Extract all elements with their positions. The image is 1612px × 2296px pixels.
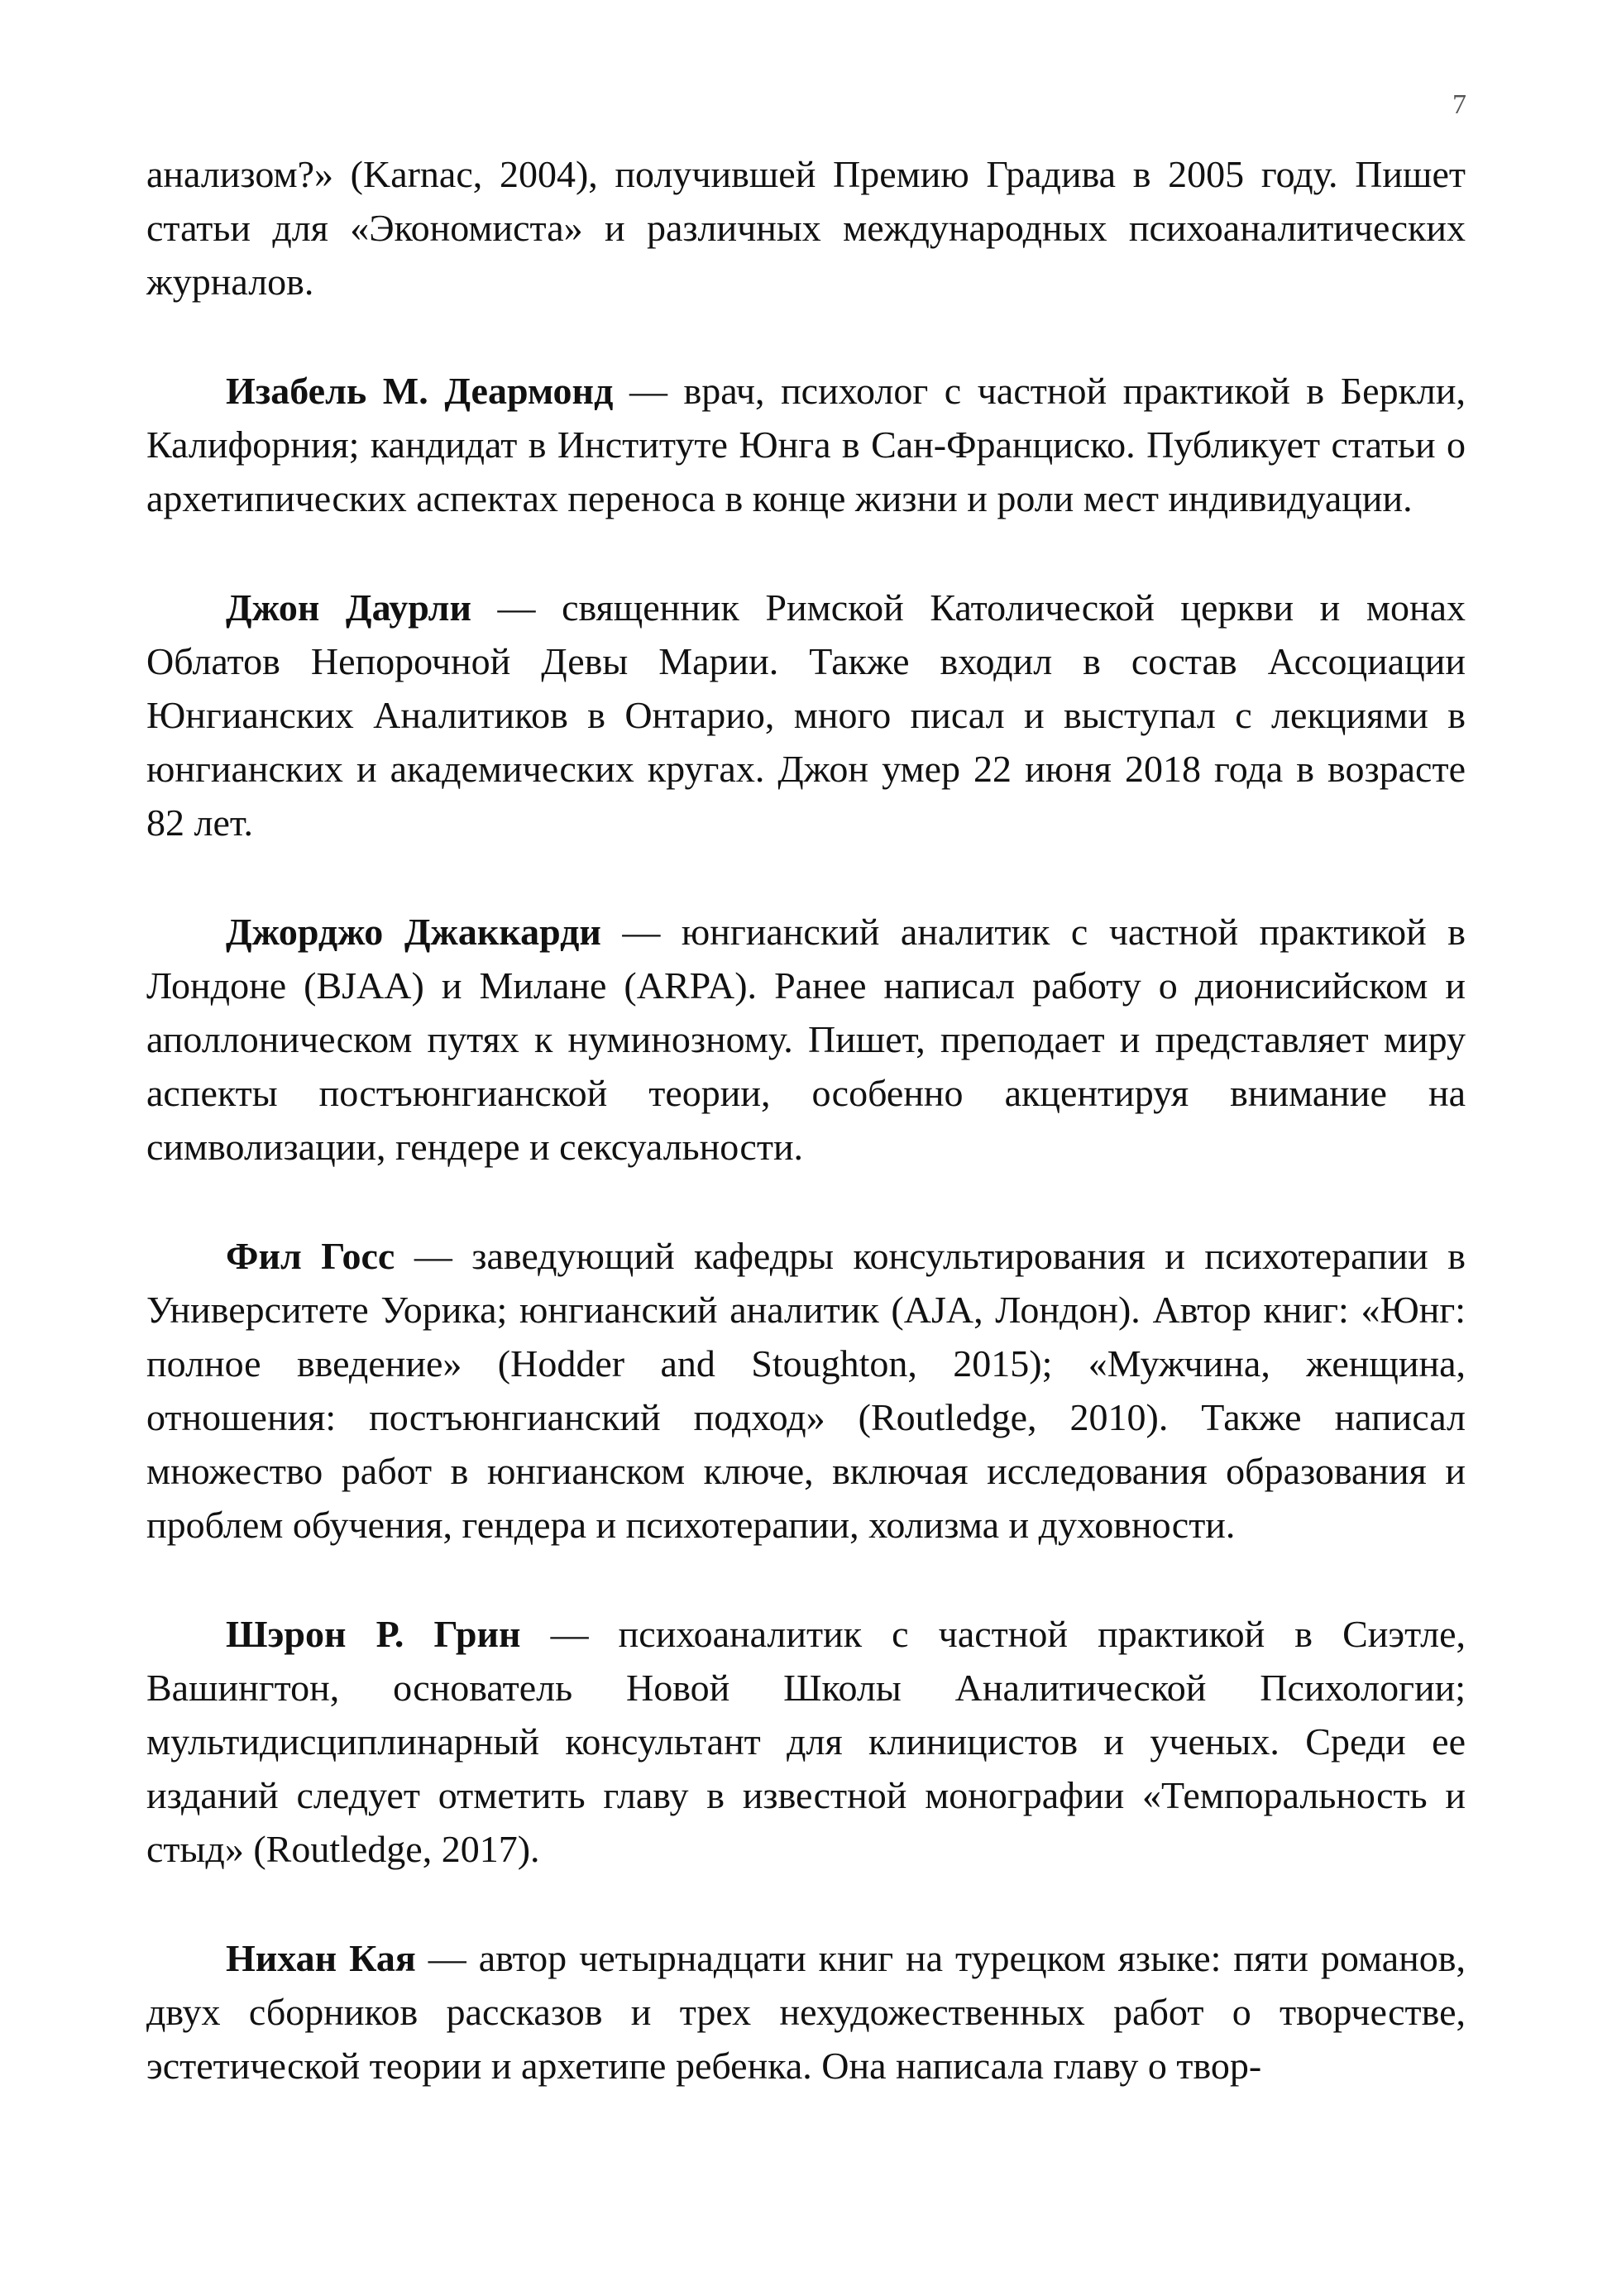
bio-paragraph <box>146 905 1466 1174</box>
author-name: Изабель М. Деармонд <box>226 370 614 412</box>
bio-text: — заведующий кафедры консультирования и психотерапии в Университете Уорика; юнгианский аналитик (AJA, Лондон). Автор книг: «Юнг: полное введение» (Hodder and Stoughton, 2015); «Мужчина, женщина, отношения: постъюнгианский подход» (Routledge, 2010). Также написал множество работ в юнгианском ключе, включая исследования образования и проблем обучения, гендера и психотерапии, холизма и духовности. <box>146 1235 1466 1546</box>
author-name: Джорджо Джаккарди <box>226 911 601 953</box>
continuation-paragraph: анализом?» (Karnac, 2004), получившей Премию Градива в 2005 году. Пишет статьи для «Экономиста» и различных международных психоаналитических журналов. <box>146 153 1466 303</box>
author-name: Шэрон Р. Грин <box>226 1613 521 1655</box>
bio-paragraph <box>146 364 1466 525</box>
bio-paragraph <box>146 1229 1466 1552</box>
bio-text: — врач, психолог с частной практикой в Беркли, Калифорния; кандидат в Институте Юнга в Сан-Франциско. Публикует статьи о архетипических аспектах переноса в конце жизни и роли мест индивидуации. <box>146 370 1466 519</box>
bio-paragraph <box>146 1607 1466 1876</box>
bio-paragraph <box>146 1931 1466 2093</box>
bio-paragraph <box>146 581 1466 849</box>
page-number: 7 <box>1452 89 1466 120</box>
author-name: Джон Даурли <box>226 586 471 629</box>
author-name: Фил Госс <box>226 1235 395 1277</box>
author-name: Нихан Кая <box>226 1937 416 1979</box>
bio-text: — автор четырнадцати книг на турецком языке: пяти романов, двух сборников рассказов и трех нехудожественных работ о творчестве, эстетической теории и архетипе ребенка. Она написала главу о твор- <box>146 1937 1466 2087</box>
bio-text: — юнгианский аналитик с частной практикой в Лондоне (BJAA) и Милане (ARPA). Ранее написал работу о дионисийском и аполлоническом путях к нуминозному. Пишет, преподает и представляет миру аспекты постъюнгианской теории, особенно акцентируя внимание на символизации, гендере и сексуальности. <box>146 911 1466 1168</box>
body-text <box>146 147 1466 2148</box>
bio-text: — священник Римской Католической церкви и монах Облатов Непорочной Девы Марии. Также входил в состав Ассоциации Юнгианских Аналитиков в Онтарио, много писал и выступал с лекциями в юнгианских и академических кругах. Джон умер 22 июня 2018 года в возрасте 82 лет. <box>146 586 1466 844</box>
bio-text: — психоаналитик с частной практикой в Сиэтле, Вашингтон, основатель Новой Школы Аналитической Психологии; мультидисциплинарный консультант для клиницистов и ученых. Среди ее изданий следует отметить главу в известной монографии «Темпоральность и стыд» (Routledge, 2017). <box>146 1613 1466 1870</box>
